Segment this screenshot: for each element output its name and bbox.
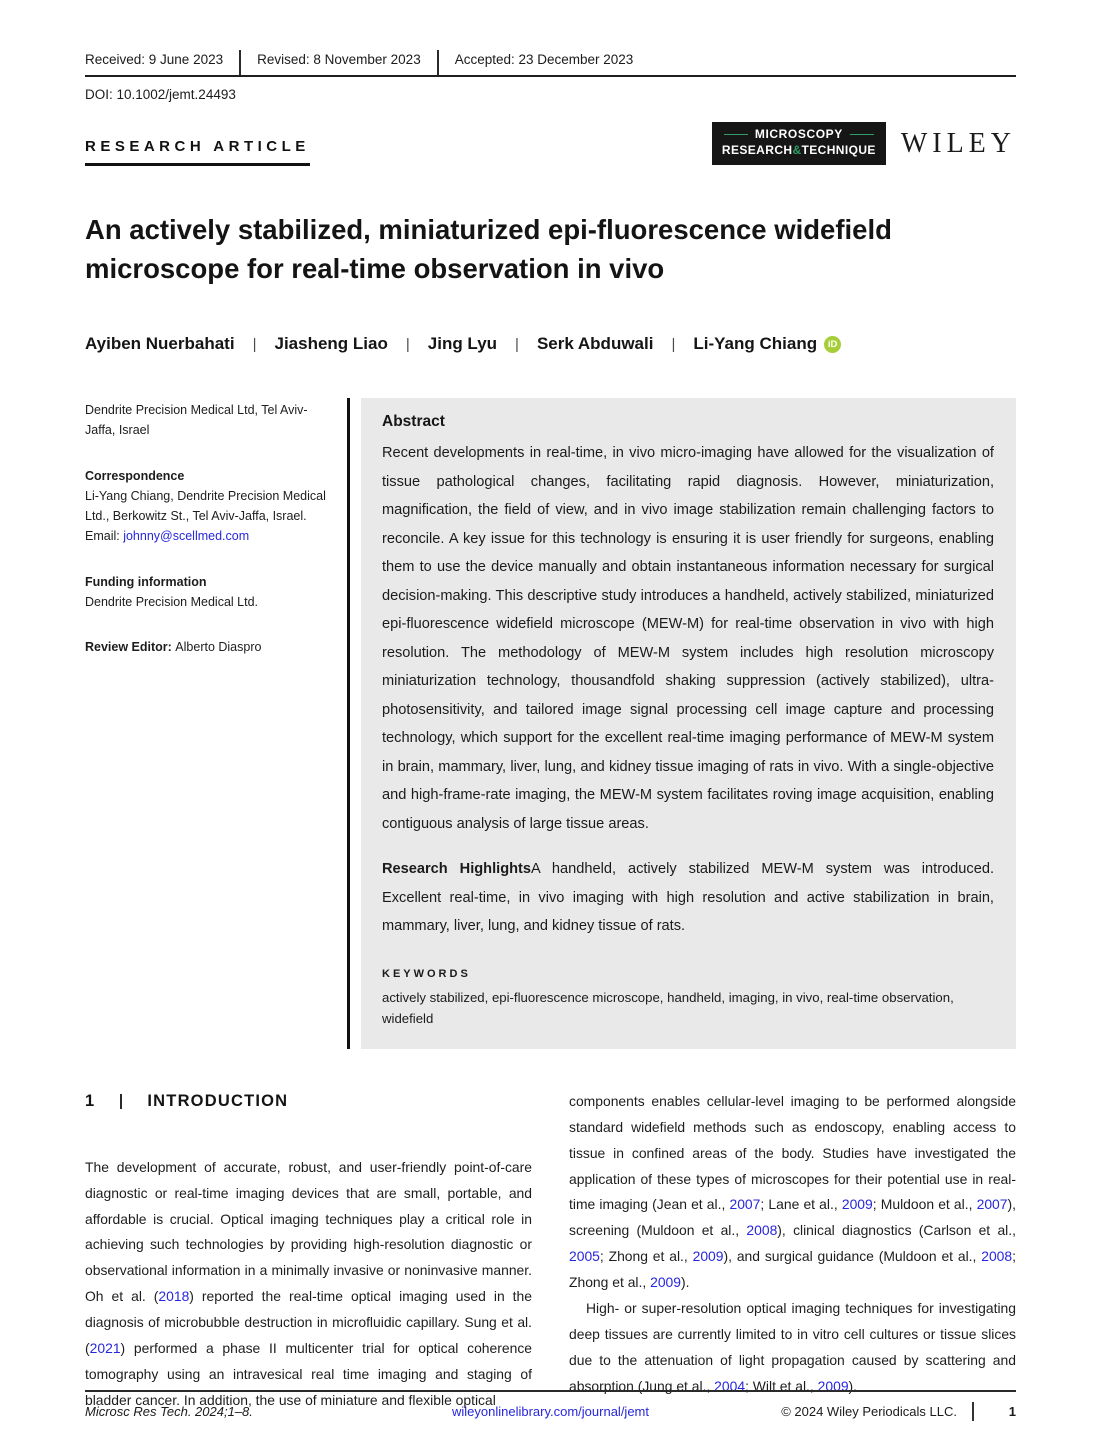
section-heading-divider — [120, 1094, 122, 1109]
sidebar — [85, 398, 347, 1049]
journal-logo — [712, 122, 886, 165]
author-name: Serk Abduwali — [536, 334, 654, 354]
email-link[interactable]: johnny@scellmed.com — [123, 529, 250, 544]
journal-logo-technique: TECHNIQUE — [801, 142, 876, 157]
copyright-text: © 2024 Wiley Periodicals LLC. — [781, 1404, 957, 1419]
review-editor-label: Review Editor: — [85, 640, 176, 655]
intro-paragraph-3 — [569, 1296, 1016, 1400]
author-separator: | — [252, 335, 257, 353]
abstract-divider — [347, 398, 350, 1049]
journal-logo-line1 — [722, 127, 876, 143]
accepted-date: Accepted: 23 December 2023 — [437, 50, 650, 75]
page-title: An actively stabilized, miniaturized epi-fluorescence widefield microscope for real-time observation in vivo — [85, 214, 892, 285]
article-type-label: RESEARCH ARTICLE — [85, 138, 310, 166]
revised-date: Revised: 8 November 2023 — [239, 50, 437, 75]
citation-link[interactable]: 2018 — [158, 1288, 190, 1305]
author-separator: | — [671, 335, 676, 353]
intro-paragraph-2 — [569, 1089, 1016, 1296]
logo-dash-icon — [724, 134, 748, 135]
body-text: ; Zhong et al., — [569, 1248, 1016, 1291]
received-date: Received: 9 June 2023 — [85, 52, 224, 67]
author-separator: | — [515, 335, 519, 353]
correspondence-block — [85, 466, 327, 547]
wiley-logo: WILEY — [900, 127, 1016, 159]
intro-paragraph-1 — [85, 1155, 532, 1414]
research-highlights-text: A handheld, actively stabilized MEW-M system was introduced. Excellent real-time, in vivo imaging with high resolution and active stabilization in brain, mammary, liver, lung, and kidney tissue of rats. — [382, 861, 994, 935]
body-text: The development of accurate, robust, and user-friendly point-of-care diagnostic or real-time imaging devices that are small, portable, and affordable is crucial. Optical imaging techniques play a critical role in achieving such technologies by providing high-resolution diagnostic or observational information in a minimally invasive or noninvasive manner. Oh et al. ( — [85, 1158, 532, 1305]
body-text: ), screening (Muldoon et al., — [569, 1196, 1017, 1239]
doi: DOI: 10.1002/jemt.24493 — [85, 87, 236, 102]
body-text: ; Muldoon et al., — [872, 1196, 977, 1213]
abstract-section — [85, 398, 1016, 1049]
review-editor-name: Alberto Diaspro — [175, 640, 262, 655]
body-text: ). — [681, 1274, 690, 1291]
body-text: ), clinical diagnostics (Carlson et al., — [777, 1222, 1016, 1239]
citation-link[interactable]: 2004 — [714, 1377, 746, 1394]
author-name: Jiasheng Liao — [274, 334, 388, 354]
abstract-heading: Abstract — [382, 413, 445, 431]
email-line — [85, 526, 327, 546]
citation-link[interactable]: 2008 — [746, 1222, 778, 1239]
affiliation: Dendrite Precision Medical Ltd, Tel Aviv-Jaffa, Israel — [85, 403, 308, 438]
body-text: ). — [848, 1377, 858, 1394]
body-text: ; Wilt et al., — [745, 1377, 818, 1394]
citation-link[interactable]: 2009 — [841, 1196, 873, 1213]
keywords-list: actively stabilized, epi-fluorescence microscope, handheld, imaging, in vivo, real-time observation, widefield — [382, 989, 954, 1026]
review-editor-block — [85, 637, 327, 657]
email-label: Email: — [85, 529, 124, 544]
logos — [712, 122, 1016, 165]
body-text: High- or super-resolution optical imaging techniques for investigating deep tissues are currently limited to in vitro cell cultures or tissue slices due to the attenuation of light propagation caused by scattering and absorption (Jung et al., — [569, 1300, 1016, 1394]
funding-text: Dendrite Precision Medical Ltd. — [85, 594, 258, 609]
citation-link[interactable]: 2021 — [89, 1340, 121, 1357]
funding-heading: Funding information — [85, 574, 207, 589]
journal-logo-research: RESEARCH — [721, 142, 793, 157]
dates-row — [85, 50, 1016, 75]
section-heading — [85, 1089, 532, 1115]
correspondence-heading: Correspondence — [85, 468, 185, 483]
journal-logo-title: MICROSCOPY — [754, 127, 843, 141]
introduction-section — [85, 1089, 1016, 1414]
logo-dash-icon — [850, 134, 874, 135]
abstract-paragraph: Recent developments in real-time, in vivo micro-imaging have allowed for the visualization of tissue pathological changes, facilitating rapid diagnosis. However, miniaturization, magnification, the field of view, and in vivo image stabilization remain challenging factors to reconcile. A key issue for this technology is ensuring it is user friendly for surgeons, enabling them to use the device manually and obtain instantaneous information necessary for surgical decision-making. This descriptive study introduces a handheld, actively stabilized, miniaturized epi-fluorescence widefield microscope (MEW-M) for real-time observation in vivo with high resolution. The methodology of MEW-M system includes high resolution microscopy miniaturization technology, thousandfold shaking suppression (actively stabilized), ultra-photosensitivity, and tailored image signal processing cell image capture and processing technology, which support for the excellent real-time imaging performance of MEW-M system in brain, mammary, liver, lung, and kidney tissue imaging of rats in vivo. With a single-objective and high-frame-rate imaging, the MEW-M system facilitates roving image acquisition, enabling contiguous analysis of large tissue areas. — [382, 445, 994, 832]
orcid-icon[interactable]: iD — [824, 336, 841, 353]
citation-link[interactable]: 2009 — [817, 1377, 849, 1394]
citation-link[interactable]: 2007 — [729, 1196, 761, 1213]
body-text: ; Lane et al., — [760, 1196, 842, 1213]
right-column — [569, 1089, 1016, 1414]
research-highlights — [382, 855, 994, 941]
author-separator: | — [405, 335, 410, 353]
citation-link[interactable]: 2005 — [569, 1248, 600, 1265]
brand-row — [85, 122, 1016, 166]
journal-url-link[interactable]: wileyonlinelibrary.com/journal/jemt — [451, 1404, 649, 1419]
author-name: Li-Yang Chiang — [693, 334, 818, 354]
footer — [85, 1390, 1016, 1421]
author-name: Ayiben Nuerbahati — [85, 334, 235, 354]
body-text: ; Zhong et al., — [599, 1248, 693, 1265]
citation-link[interactable]: 2009 — [650, 1274, 681, 1291]
research-highlights-label: Research Highlights — [382, 861, 532, 878]
left-column — [85, 1089, 532, 1414]
citation-link[interactable]: 2008 — [981, 1248, 1013, 1265]
citation-link[interactable]: 2009 — [692, 1248, 724, 1265]
authors-row — [85, 334, 1016, 354]
page-number: 1 — [1008, 1404, 1016, 1419]
citation-link[interactable]: 2007 — [976, 1196, 1008, 1213]
header-rule — [85, 75, 1016, 77]
ampersand-icon: & — [792, 142, 802, 157]
author-name: Jing Lyu — [427, 334, 498, 354]
section-title: INTRODUCTION — [147, 1091, 289, 1110]
funding-block — [85, 572, 327, 613]
footer-right — [723, 1402, 1016, 1421]
journal-reference: Microsc Res Tech. 2024;1–8. — [85, 1404, 253, 1419]
body-text: ), and surgical guidance (Muldoon et al., — [723, 1248, 982, 1265]
keywords-heading: KEYWORDS — [382, 967, 471, 980]
body-text: ) reported the real-time optical imaging used in the diagnosis of microbubble destruction in microfluidic capillary. Sung et al. ( — [85, 1288, 532, 1357]
abstract-box — [361, 398, 1016, 1049]
body-text: ) performed a phase II multicenter trial for optical coherence tomography using an intravesical real time imaging and staging of bladder cancer. In addition, the use of miniature and flexible optical — [85, 1340, 532, 1408]
section-number: 1 — [85, 1091, 96, 1110]
correspondence-text: Li-Yang Chiang, Dendrite Precision Medical Ltd., Berkowitz St., Tel Aviv-Jaffa, Israel. — [85, 488, 326, 524]
journal-logo-line2 — [722, 143, 876, 159]
journal-url-wrap — [378, 1404, 724, 1419]
body-text: components enables cellular-level imaging to be performed alongside standard widefield methods such as endoscopy, enabling access to tissue in confined areas of the body. Studies have investigated the application of these types of microscopes for their potential use in real-time imaging (Jean et al., — [569, 1092, 1016, 1213]
